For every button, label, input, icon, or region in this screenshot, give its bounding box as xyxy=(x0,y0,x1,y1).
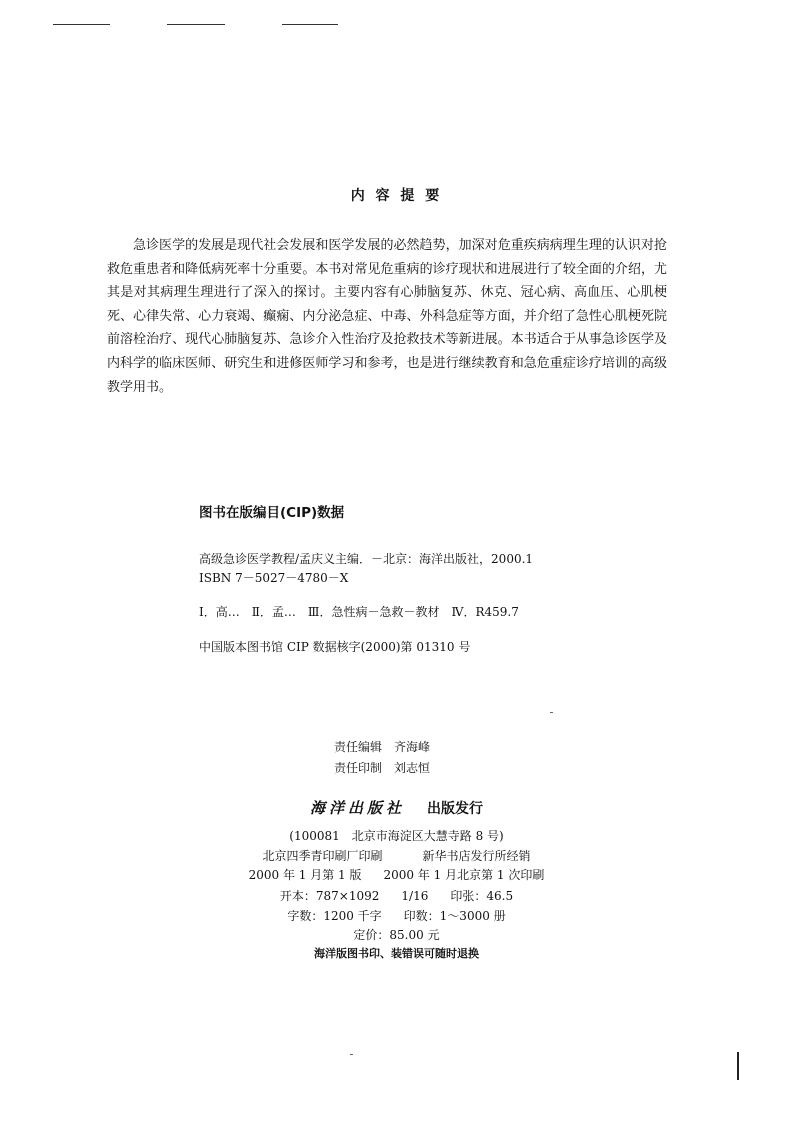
cip-isbn: ISBN 7－5027－4780－X xyxy=(199,571,349,585)
format-line xyxy=(0,887,793,904)
publish-label: 出版发行 xyxy=(427,801,483,817)
edition: 2000 年 1 月第 1 版 xyxy=(248,868,362,882)
printing: 2000 年 1 月北京第 1 次印刷 xyxy=(383,868,545,882)
print-run: 印数：1～3000 册 xyxy=(403,909,506,923)
credit-editor-name: 齐海峰 xyxy=(394,740,431,754)
credit-printing-name: 刘志恒 xyxy=(394,761,431,775)
page-edge-mark xyxy=(737,1052,739,1080)
cip-classification: Ⅰ．高… Ⅱ．孟… Ⅲ．急性病－急救－教材 Ⅳ．R459.7 xyxy=(199,605,519,619)
distributor: 新华书店发行所经销 xyxy=(422,849,531,863)
edition-line xyxy=(0,866,793,883)
printer-distributor-line xyxy=(0,847,793,864)
credit-printing xyxy=(334,759,430,776)
credit-editor xyxy=(334,738,430,755)
format: 开本：787×1092 xyxy=(279,889,380,903)
publisher-address: (100081 北京市海淀区大慧寺路 8 号) xyxy=(289,829,504,843)
sheets: 印张：46.5 xyxy=(450,889,514,903)
scan-speck xyxy=(550,712,553,713)
printer: 北京四季青印刷厂印刷 xyxy=(262,849,383,863)
scan-speck xyxy=(350,1054,353,1055)
publisher-line xyxy=(0,797,793,818)
credit-printing-label: 责任印制 xyxy=(334,761,383,775)
word-count: 字数：1200 千字 xyxy=(287,909,382,923)
cip-record: 高级急诊医学教程/孟庆义主编．－北京：海洋出版社，2000.1 xyxy=(199,552,534,566)
header-rule-3 xyxy=(282,24,338,25)
content-summary-heading: 内 容 提 要 xyxy=(350,188,443,204)
credit-editor-label: 责任编辑 xyxy=(334,740,383,754)
header-rule-2 xyxy=(167,24,225,25)
header-rule-1 xyxy=(53,24,110,25)
count-line xyxy=(0,907,793,924)
cip-approval: 中国版本图书馆 CIP 数据核字(2000)第 01310 号 xyxy=(199,640,471,654)
price: 定价：85.00 元 xyxy=(353,928,440,942)
return-notice: 海洋版图书印、装错误可随时退换 xyxy=(314,947,479,960)
content-summary-text: 急诊医学的发展是现代社会发展和医学发展的必然趋势，加深对危重疾病病理生理的认识对抢救危重患者和降低病死率十分重要。本书对常见危重病的诊疗现状和进展进行了较全面的介绍，尤其是对其病理生理进行了深入的探讨。主要内容有心肺脑复苏、休克、冠心病、高血压、心肌梗死、心律失常、心力衰竭、癫痫、内分泌急症、中毒、外科急症等方面，并介绍了急性心肌梗死院前溶栓治疗、现代心肺脑复苏、急诊介入性治疗及抢救技术等新进展。本书适合于从事急诊医学及内科学的临床医师、研究生和进修医师学习和参考，也是进行继续教育和急危重症诊疗培训的高级教学用书。 xyxy=(107,238,667,395)
publisher-logo: 海洋出版社 xyxy=(309,799,405,817)
cip-title: 图书在版编目(CIP)数据 xyxy=(199,505,345,521)
format-fraction: 1/16 xyxy=(401,889,429,903)
